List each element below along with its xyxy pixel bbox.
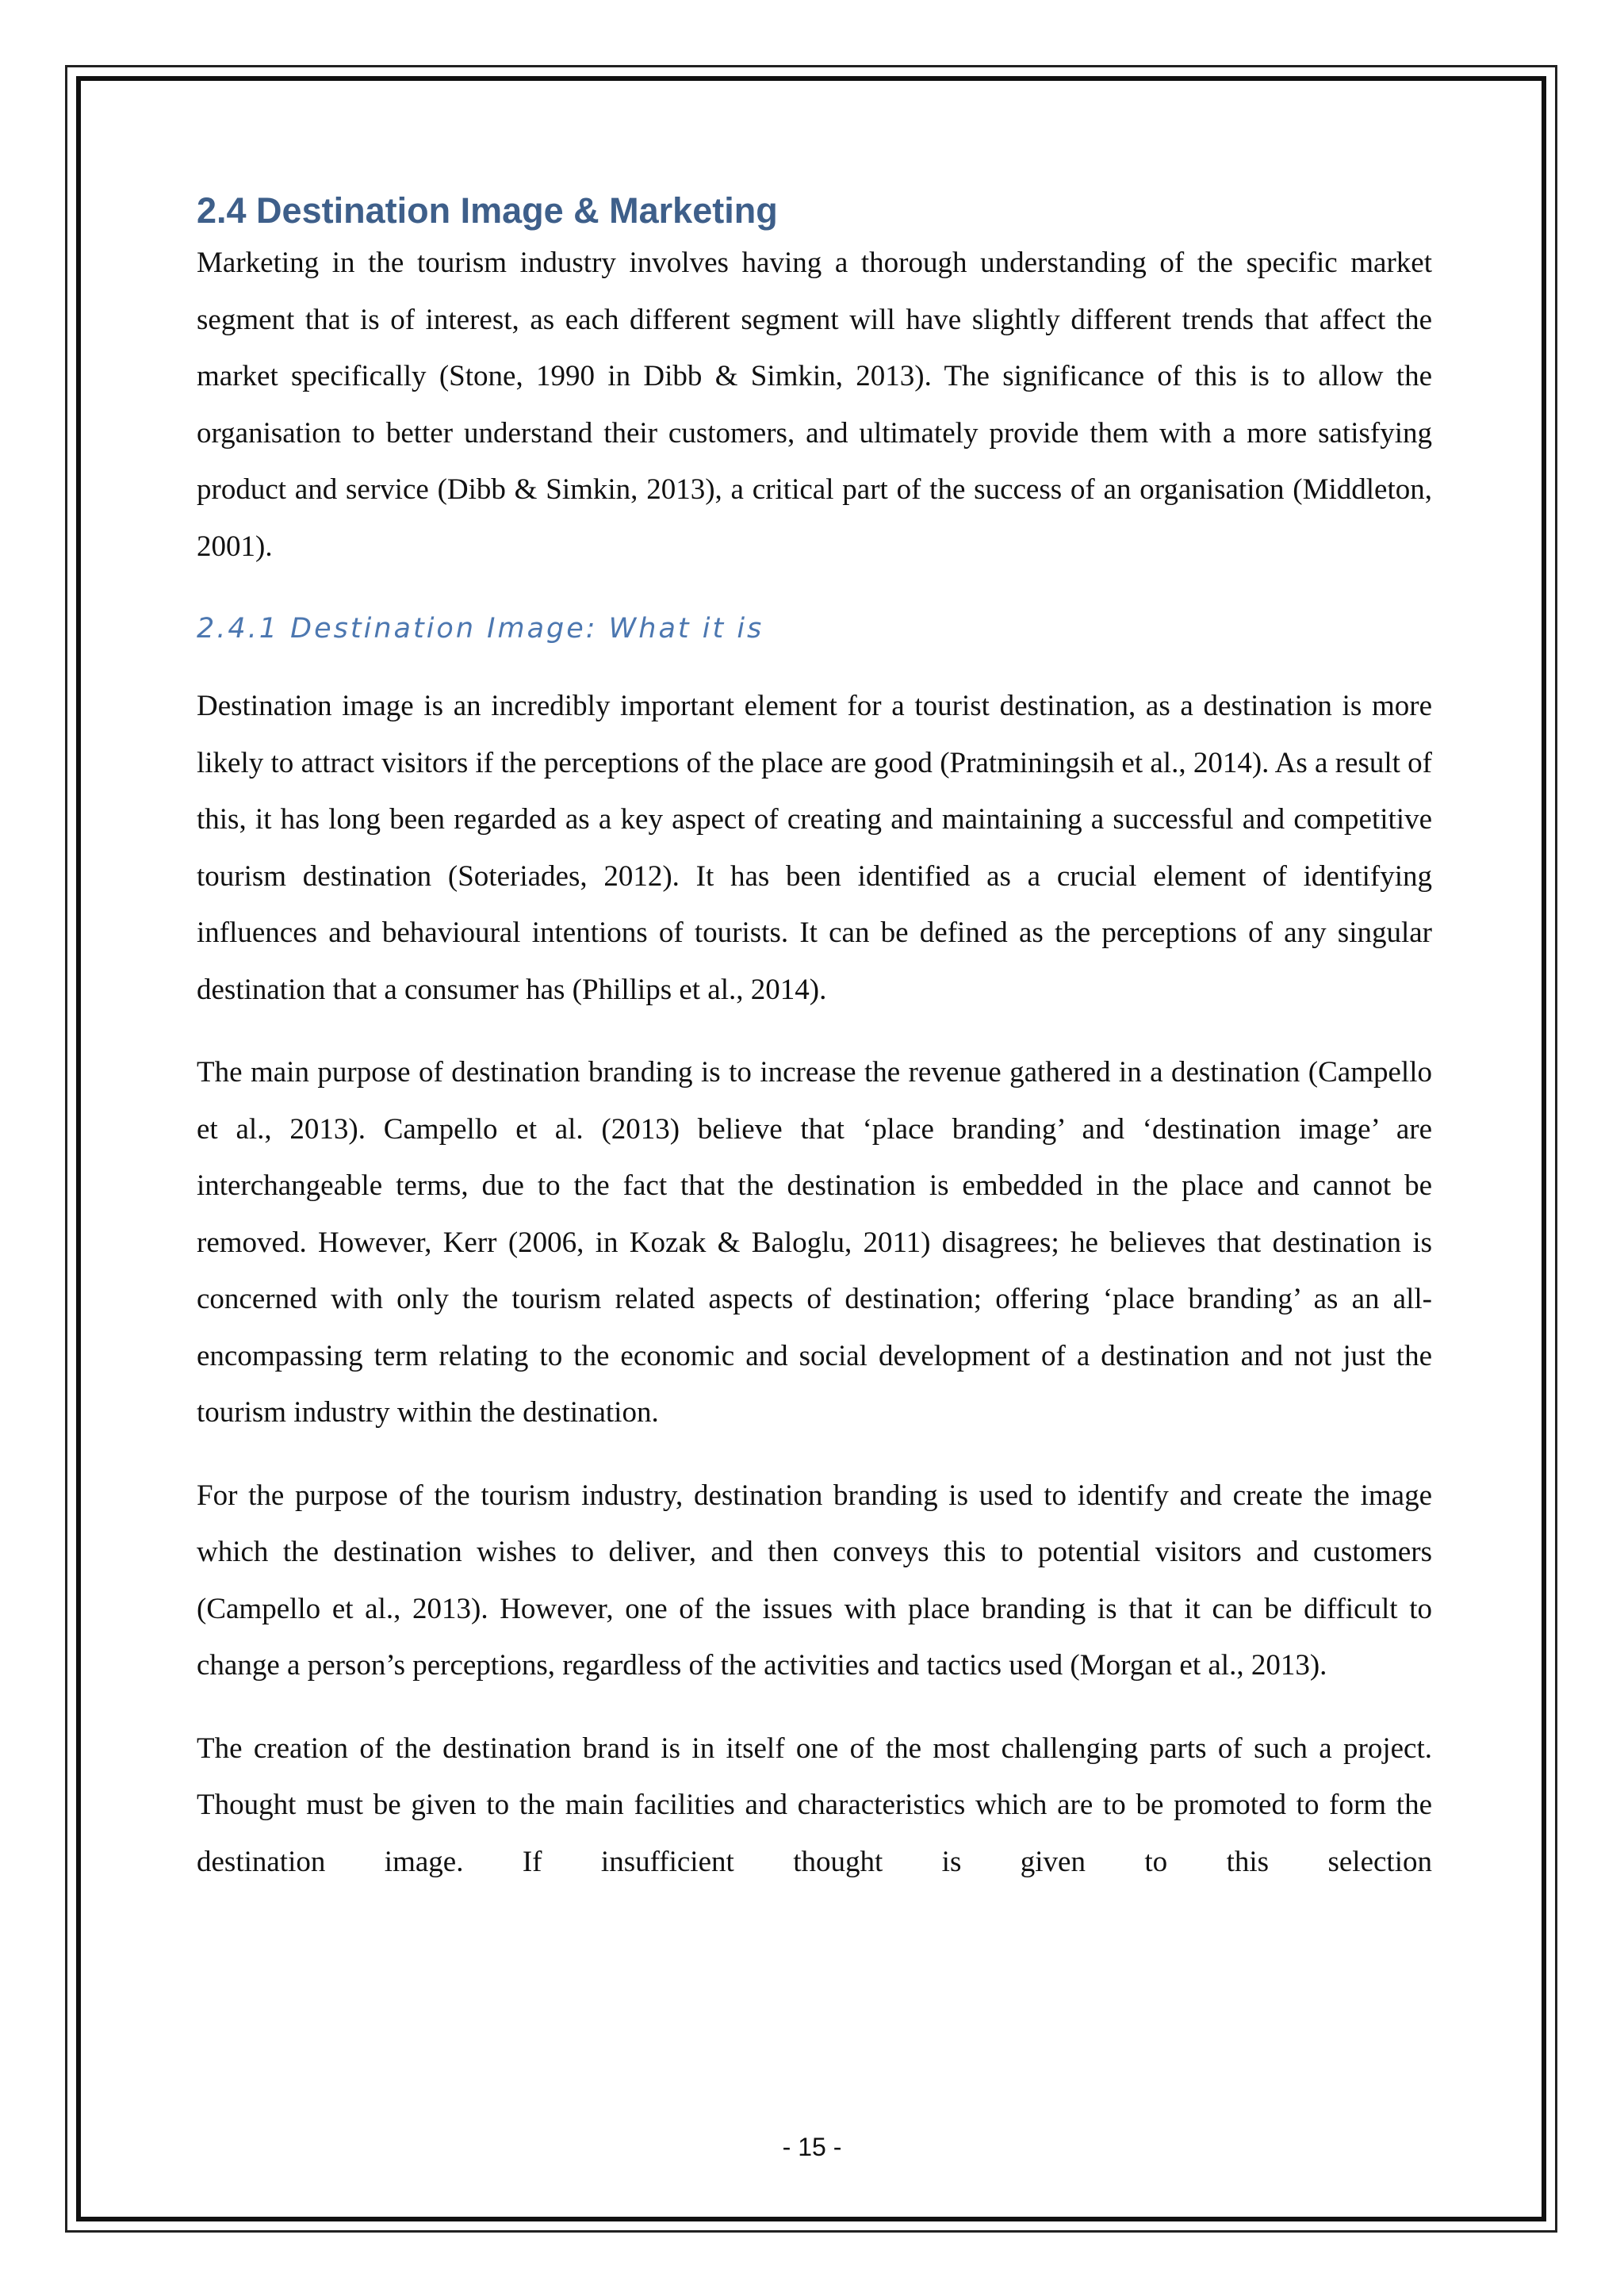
body-paragraph-2: The main purpose of destination branding is to increase the revenue gathered in a destination (Campello et al., 2013). Campello et al. (2013) believe that ‘place branding’ and ‘destination image’ are interchangeable terms, due to the fact that the destination is embedded in the place and cannot be removed. However, Kerr (2006, in Kozak & Baloglu, 2011) disagrees; he believes that destination is concerned with only the tourism related aspects of destination; offering ‘place branding’ as an all-encompassing term relating to the economic and social development of a destination and not just the tourism industry within the destination.	[197, 1056, 1432, 1429]
section-paragraph: Marketing in the tourism industry involves having a thorough understanding of the specific market segment that is of interest, as each different segment will have slightly different trends that affect the market specifically (Stone, 1990 in Dibb & Simkin, 2013). The significance of this is to allow the organisation to better understand their customers, and ultimately provide them with a more satisfying product and service (Dibb & Simkin, 2013), a critical part of the success of an organisation (Middleton, 2001).	[197, 247, 1432, 563]
subsection-heading: 2.4.1 Destination Image: What it is	[197, 613, 764, 645]
page-number: - 15 -	[782, 2133, 842, 2161]
body-paragraph-4: The creation of the destination brand is in itself one of the most challenging parts of such a project. Thought must be given to the main facilities and characteristics which are to be promoted to form the destination image. If insufficient thought is given to this selection	[197, 1732, 1432, 1878]
page-content	[197, 187, 1432, 1890]
section-heading: 2.4 Destination Image & Marketing	[197, 190, 778, 231]
body-paragraph-3: For the purpose of the tourism industry, destination branding is used to identify and create the image which the destination wishes to deliver, and then conveys this to potential visitors and customers (Campello et al., 2013). However, one of the issues with place branding is that it can be difficult to change a person’s perceptions, regardless of the activities and tactics used (Morgan et al., 2013).	[197, 1479, 1432, 1682]
body-paragraph-1: Destination image is an incredibly important element for a tourist destination, as a destination is more likely to attract visitors if the perceptions of the place are good (Pratminingsih et al., 2014). As a result of this, it has long been regarded as a key aspect of creating and maintaining a successful and competitive tourism destination (Soteriades, 2012). It has been identified as a crucial element of identifying influences and behavioural intentions of tourists. It can be defined as the perceptions of any singular destination that a consumer has (Phillips et al., 2014).	[197, 690, 1432, 1006]
